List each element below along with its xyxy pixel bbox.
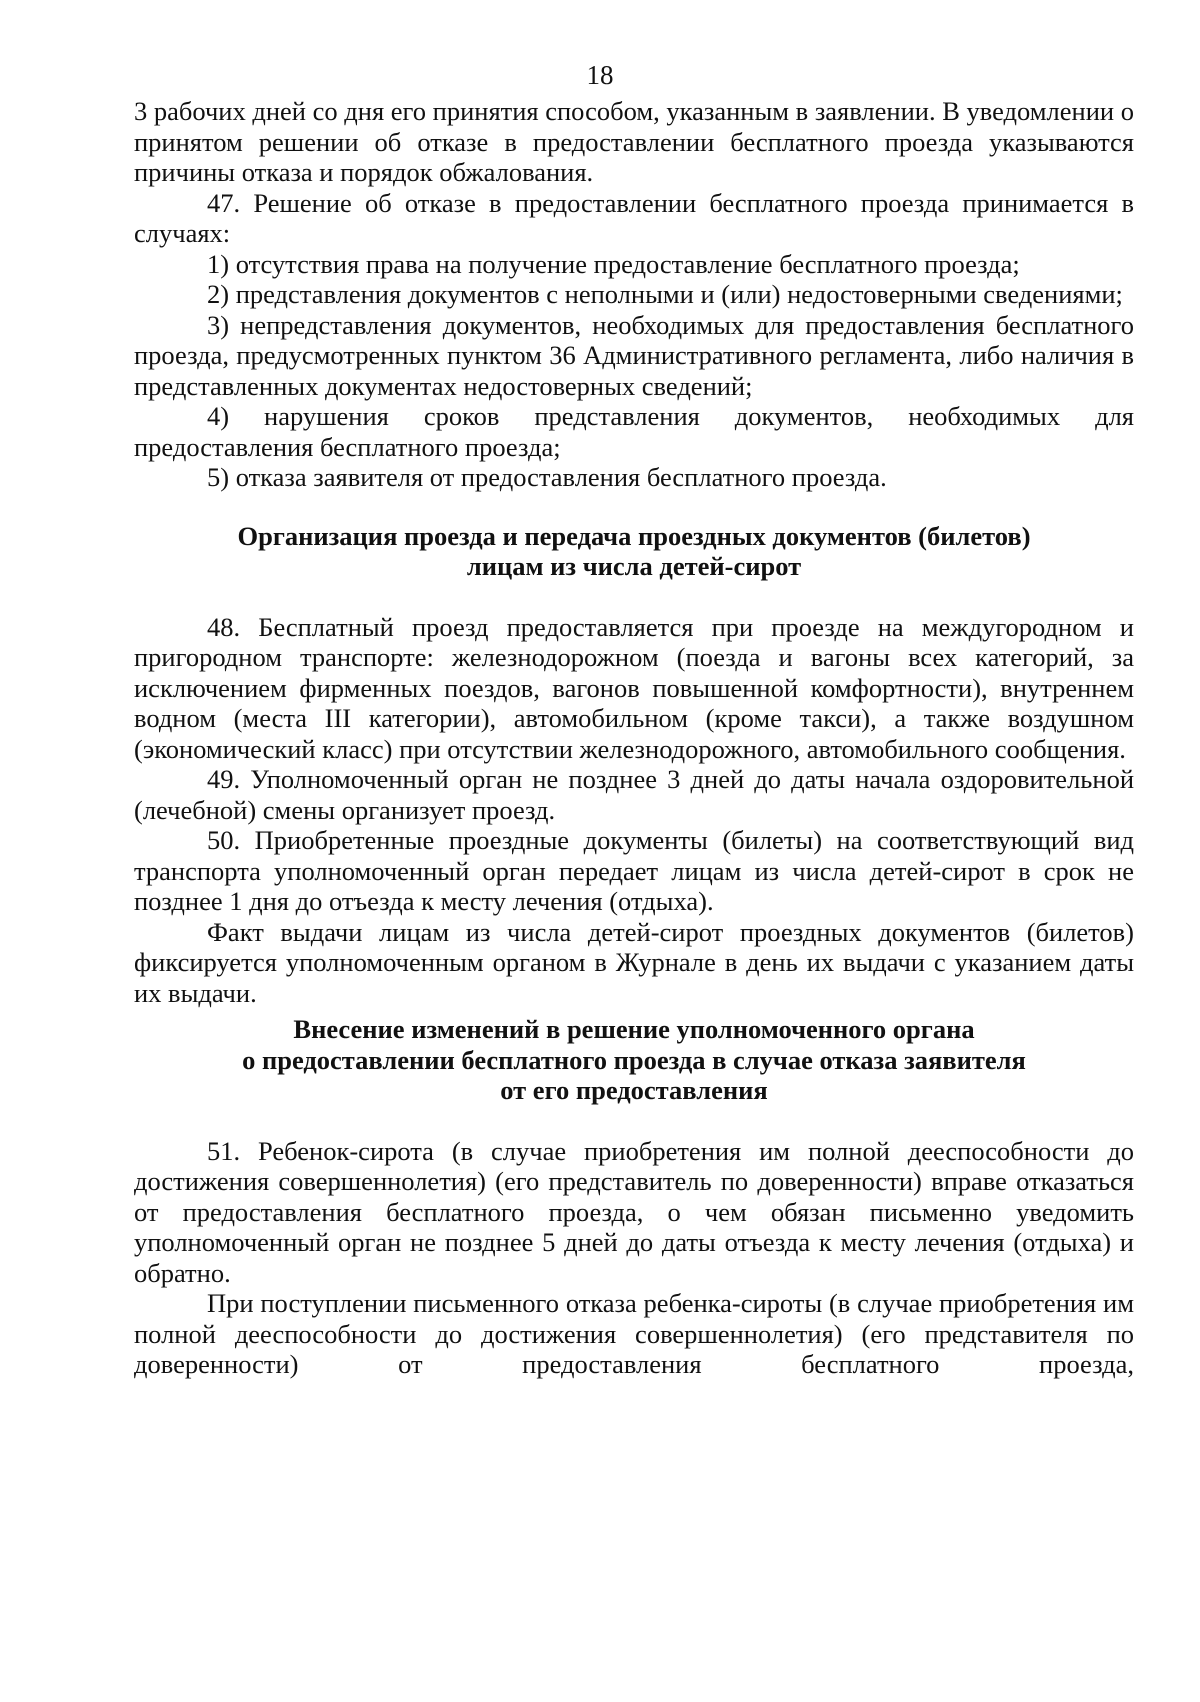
list-item-3: 3) непредставления документов, необходимых для предоставления бесплатного проезда, предусмотренных пунктом 36 Административного регламента, либо наличия в представленных документах недостоверных сведений;	[134, 309, 1134, 401]
paragraph-47: 47. Решение об отказе в предоставлении бесплатного проезда принимается в случаях:	[134, 187, 1134, 248]
section-heading-organization	[134, 521, 1134, 582]
document-body	[134, 96, 1134, 1380]
paragraph-50-continued: Факт выдачи лицам из числа детей-сирот проездных документов (билетов) фиксируется уполномоченным органом в Журнале в день их выдачи с указанием даты их выдачи.	[134, 916, 1134, 1008]
paragraph-48: 48. Бесплатный проезд предоставляется при проезде на междугородном и пригородном транспорте: железнодорожном (поезда и вагоны всех категорий, за исключением фирменных поездов, вагонов повышенной комфортности), внутреннем водном (места III категории), автомобильном (кроме такси), а также воздушном (экономический класс) при отсутствии железнодорожного, автомобильного сообщения.	[134, 611, 1134, 764]
paragraph-51-continued: При поступлении письменного отказа ребенка-сироты (в случае приобретения им полной дееспособности до достижения совершеннолетия) (его представителя по доверенности) от предоставления бесплатного проезда,	[134, 1288, 1134, 1379]
page-number: 18	[586, 60, 614, 90]
list-item-5: 5) отказа заявителя от предоставления бесплатного проезда.	[207, 462, 887, 492]
list-item-2: 2) представления документов с неполными и (или) недостоверными сведениями;	[207, 279, 1123, 309]
heading-line: от его предоставления	[500, 1075, 768, 1105]
paragraph-intro: 3 рабочих дней со дня его принятия способом, указанным в заявлении. В уведомлении о принятом решении об отказе в предоставлении бесплатного проезда указываются причины отказа и порядок обжалования.	[134, 96, 1134, 187]
heading-line: Внесение изменений в решение уполномоченного органа	[293, 1014, 975, 1044]
heading-line: лицам из числа детей-сирот	[466, 551, 802, 581]
paragraph-49: 49. Уполномоченный орган не позднее 3 дней до даты начала оздоровительной (лечебной) смены организует проезд.	[134, 764, 1134, 825]
list-item-4: 4) нарушения сроков представления документов, необходимых для предоставления бесплатного проезда;	[134, 401, 1134, 462]
list-item-1: 1) отсутствия права на получение предоставление бесплатного проезда;	[207, 248, 1020, 279]
heading-line: о предоставлении бесплатного проезда в случае отказа заявителя	[242, 1044, 1026, 1075]
paragraph-50: 50. Приобретенные проездные документы (билеты) на соответствующий вид транспорта уполномоченный орган передает лицам из числа детей-сирот в срок не позднее 1 дня до отъезда к месту лечения (отдыха).	[134, 825, 1134, 916]
heading-line: Организация проезда и передача проездных документов (билетов)	[237, 520, 1031, 551]
section-heading-amendments	[134, 1014, 1134, 1106]
paragraph-51: 51. Ребенок-сирота (в случае приобретения им полной дееспособности до достижения совершеннолетия) (его представитель по доверенности) вправе отказаться от предоставления бесплатного проезда, о чем обязан письменно уведомить уполномоченный орган не позднее 5 дней до даты отъезда к месту лечения (отдыха) и обратно.	[134, 1135, 1134, 1288]
